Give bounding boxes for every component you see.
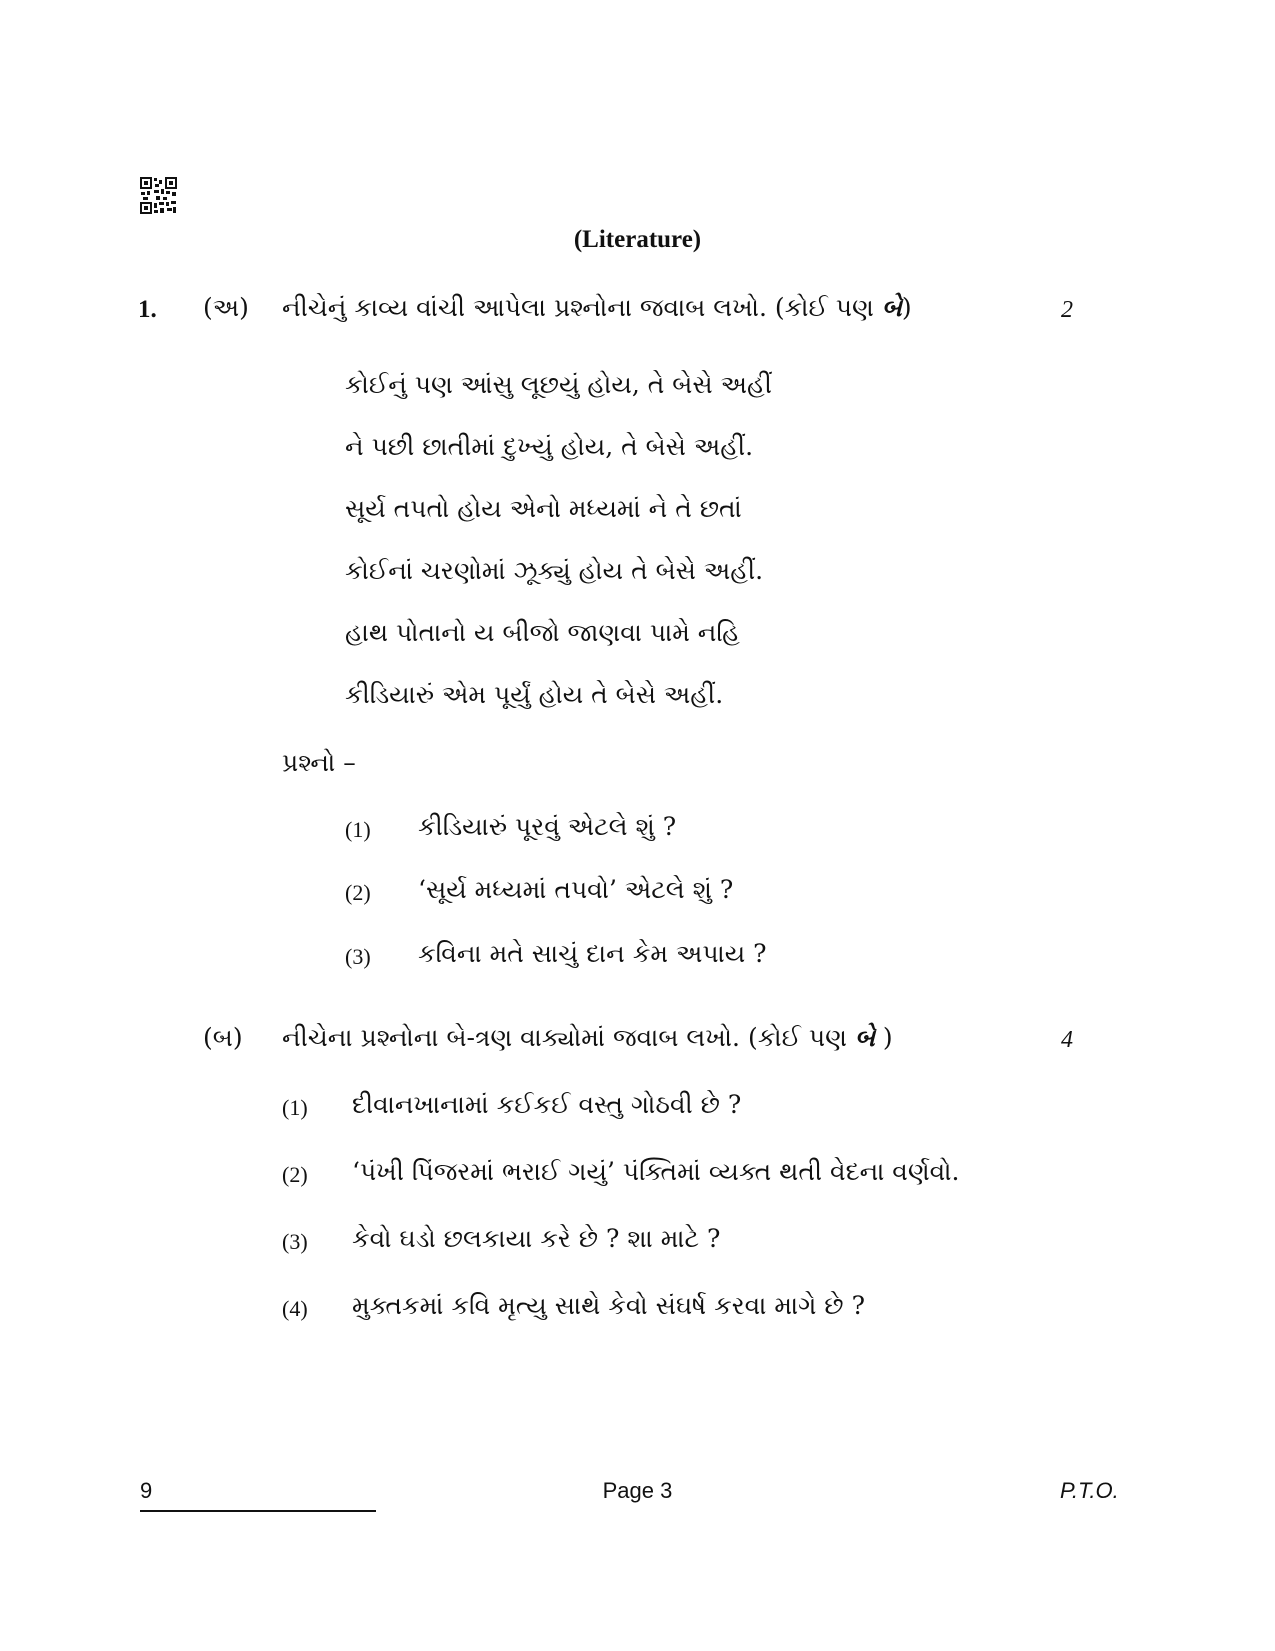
poem-line: ને પછી છાતીમાં દુખ્યું હોય, તે બેસે અહીં.: [345, 432, 754, 461]
question-num: (3): [282, 1229, 308, 1254]
qr-code: [140, 177, 177, 214]
instruction-emphasis: બે: [854, 1023, 875, 1052]
instruction-text: નીચેનું કાવ્ય વાંચી આપેલા પ્રશ્નોના જવાબ લખો. (કોઈ પણ: [282, 293, 882, 322]
question-text: કેવો ઘડો છલકાયા કરે છે ? શા માટે ?: [352, 1224, 721, 1253]
part-b-label: (બ): [203, 1023, 243, 1052]
instruction-text: નીચેના પ્રશ્નોના બે-ત્રણ વાક્યોમાં જવાબ લખો. (કોઈ પણ: [282, 1023, 855, 1052]
question-num: (2): [282, 1162, 308, 1187]
question-text: દીવાનખાનામાં કઈકઈ વસ્તુ ગોઠવી છે ?: [352, 1090, 742, 1119]
part-a-label: (અ): [203, 293, 249, 322]
question-num: (2): [345, 880, 371, 905]
questions-heading: પ્રશ્નો –: [282, 748, 356, 777]
part-a-instruction: [282, 293, 912, 323]
part-b-marks: 4: [1061, 1027, 1073, 1053]
question-text: ‘સૂર્ય મધ્યમાં તપવો’ એટલે શું ?: [418, 875, 734, 904]
question-num: (1): [345, 817, 371, 842]
pto-label: P.T.O.: [1060, 1478, 1119, 1503]
instruction-close: ): [901, 293, 912, 322]
part-a-marks: 2: [1061, 297, 1073, 323]
question-num: (1): [282, 1095, 308, 1120]
question-text: મુક્તકમાં કવિ મૃત્યુ સાથે કેવો સંઘર્ષ કરવા માગે છે ?: [352, 1291, 865, 1320]
question-number: 1.: [138, 296, 157, 323]
question-num: (3): [345, 944, 371, 969]
part-b-instruction: [282, 1023, 893, 1053]
poem-line: કોઈનાં ચરણોમાં ઝૂક્યું હોય તે બેસે અહીં.: [345, 556, 764, 585]
page-number: Page 3: [602, 1478, 673, 1503]
instruction-emphasis: બે: [881, 293, 902, 322]
poem-line: સૂર્ય તપતો હોય એનો મધ્યમાં ને તે છતાં: [345, 494, 742, 523]
section-title: (Literature): [573, 226, 702, 253]
question-text: કીડિયારું પૂરવું એટલે શું ?: [418, 812, 677, 841]
poem-line: કોઈનું પણ આંસુ લૂછયું હોય, તે બેસે અહીં: [345, 370, 772, 399]
question-num: (4): [282, 1296, 308, 1321]
question-text: કવિના મતે સાચું દાન કેમ અપાય ?: [418, 939, 767, 968]
instruction-close: ): [874, 1023, 893, 1052]
footer-rule: [140, 1510, 376, 1512]
poem-line: કીડિયારું એમ પૂર્યું હોય તે બેસે અહીં.: [345, 680, 724, 709]
poem-line: હાથ પોતાનો ય બીજો જાણવા પામે નહિ: [345, 618, 740, 647]
footer-code: 9: [140, 1478, 153, 1503]
question-text: ‘પંખી પિંજરમાં ભરાઈ ગયું’ પંક્તિમાં વ્યક્ત થતી વેદના વર્ણવો.: [352, 1157, 960, 1186]
